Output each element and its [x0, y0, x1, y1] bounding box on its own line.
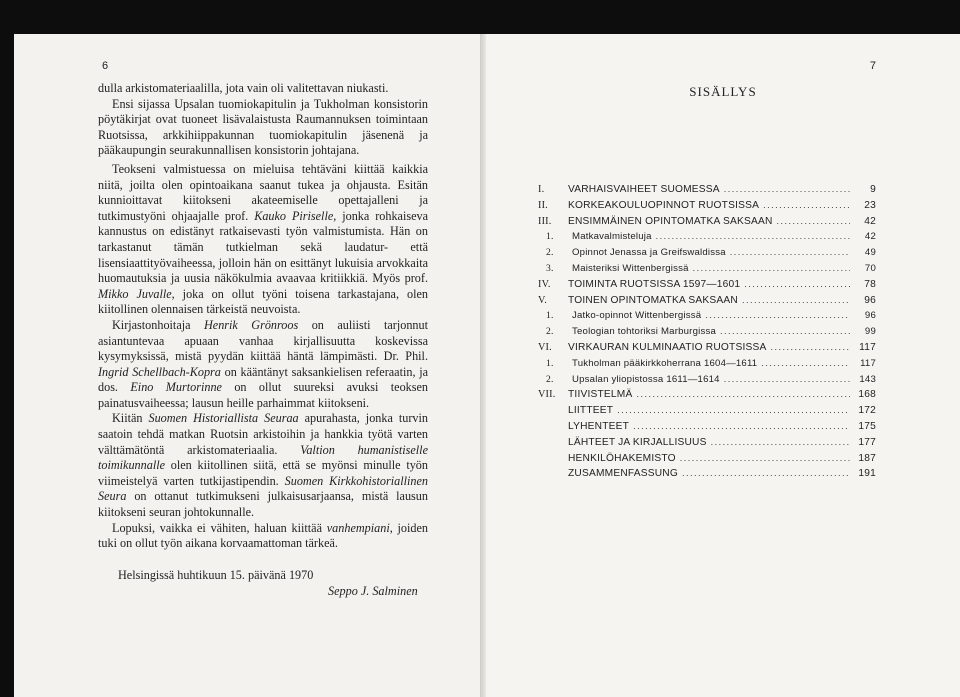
toc-entry [538, 184, 876, 200]
toc-entry-page: 96 [864, 294, 876, 306]
toc-entry-page: 42 [864, 215, 876, 227]
text-run: Teokseni valmistuessa on mieluisa tehtäväni kiittää kaikkia niitä, joilta olen opintoaikana saanut tukea ja ohjausta. Esitän kunnioittavat kiitokseni akateemiselle opettajalleni ja tutkimustyöni ohjaajalle prof. [98, 161, 428, 223]
toc-leader-dots [763, 200, 850, 210]
toc-leader-dots [777, 216, 850, 226]
toc-entry-page: 172 [858, 405, 876, 417]
toc-leader-dots [770, 342, 850, 352]
toc-entry-page: 117 [859, 341, 876, 353]
toc-entry-page: 42 [864, 231, 876, 243]
toc-leader-dots [711, 437, 850, 447]
toc-entry [538, 342, 876, 358]
text-run: Kirjastonhoitaja [112, 317, 204, 332]
toc-entry [538, 295, 876, 311]
preface-paragraph [98, 521, 428, 552]
toc-entry-label: HENKILÖHAKEMISTO [568, 452, 676, 464]
toc-entry-page: 175 [858, 420, 876, 432]
preface-body [98, 81, 428, 552]
toc-leader-dots [744, 279, 850, 289]
toc-entry-label: KORKEAKOULUOPINNOT RUOTSISSA [568, 199, 760, 211]
toc-entry-number: 1. [546, 310, 554, 322]
text-run: Kiitän [112, 411, 149, 426]
toc-entry-page: 78 [864, 278, 876, 290]
italic-name: Suomen Historiallista Seuraa [148, 411, 299, 426]
preface-paragraph [98, 411, 428, 520]
toc-entry-label: VARHAISVAIHEET SUOMESSA [568, 184, 720, 195]
italic-name: Eino Murtorinne [130, 380, 222, 395]
toc-entry-label: LÄHTEET JA KIRJALLISUUS [568, 436, 707, 448]
toc-entry-page: 177 [858, 436, 876, 448]
toc-entry-page: 96 [864, 310, 876, 322]
toc-entry-page: 187 [858, 452, 876, 464]
toc-leader-dots [682, 468, 850, 478]
toc-entry-page: 168 [858, 389, 876, 401]
text-run: olen kiitollinen siitä, että se myönsi minulle työn viimeistelyä varten tutkijastipendin. [98, 458, 428, 488]
toc-entry-label: Upsalan yliopistossa 1611—1614 [572, 373, 720, 385]
author-signature: Seppo J. Salminen [328, 584, 418, 598]
toc-entry-page: 99 [864, 326, 876, 338]
toc-subentry [538, 326, 876, 342]
toc-leader-dots [724, 184, 850, 194]
toc-entry-label: LYHENTEET [568, 420, 630, 432]
preface-paragraph [98, 318, 428, 412]
toc-entry-label: Opinnot Jenassa ja Greifswaldissa [572, 247, 726, 259]
italic-name: Valtion humanistiselle toimikunnalle [98, 442, 428, 473]
toc-entry-label: TOINEN OPINTOMATKA SAKSAAN [568, 294, 738, 306]
toc-entry-label: TIIVISTELMÄ [568, 389, 633, 401]
toc-entry-label: ENSIMMÄINEN OPINTOMATKA SAKSAAN [568, 215, 773, 227]
table-of-contents [538, 184, 876, 484]
toc-entry-page: 70 [864, 262, 876, 274]
toc-leader-dots [730, 247, 850, 257]
toc-entry-page: 49 [864, 247, 876, 259]
toc-entry [538, 200, 876, 216]
toc-entry-label: ZUSAMMENFASSUNG [568, 468, 678, 480]
text-run: on ollut suureksi avuksi teoksen painatusvaiheessa; lausun heille parhaimmat kiitokseni. [98, 380, 429, 410]
toc-leader-dots [636, 389, 850, 399]
toc-subentry [538, 263, 876, 279]
text-run: Lopuksi, vaikka ei vähiten, haluan kiittää [112, 520, 327, 535]
toc-entry [538, 468, 876, 484]
text-run: on kääntänyt saksankielisen referaatin, ja dos. [98, 364, 429, 395]
italic-name: Suomen Kirkkohistoriallinen Seura [98, 473, 428, 504]
toc-subentry [538, 247, 876, 263]
closing-line: Helsingissä huhtikuun 15. päivänä 1970 [118, 568, 314, 582]
toc-entry [538, 279, 876, 295]
toc-leader-dots [693, 263, 850, 273]
toc-entry-page: 191 [858, 468, 876, 480]
italic-name: Henrik Grönroos [203, 317, 299, 332]
preface-paragraph [98, 81, 428, 97]
toc-entry-number: 2. [546, 373, 554, 385]
text-run: joiden tuki on ollut työn aikana korvaamattoman tärkeä. [98, 520, 428, 551]
toc-entry-label: Jatko-opinnot Wittenbergissä [572, 310, 702, 322]
toc-leader-dots [617, 405, 850, 415]
italic-name: Ingrid Schellbach-Kopra [98, 364, 221, 379]
right-page [486, 34, 960, 697]
left-page [14, 34, 480, 697]
toc-leader-dots [633, 421, 850, 431]
toc-entry-number: III. [538, 215, 552, 227]
text-run: Ensi sijassa Upsalan tuomiokapitulin ja Tukholman konsistorin pöytäkirjat ovat tuoneet lisävalaistusta Raumannuksen toimintaan Ruotsissa, arkkihiippakunnan tuomiokapitulin jäsenenä ja pääkaupungin seurakunnallisen konsistorin johtajana. [98, 96, 428, 158]
toc-entry [538, 453, 876, 469]
toc-leader-dots [720, 326, 850, 336]
toc-leader-dots [705, 310, 850, 320]
toc-entry-number: 1. [546, 231, 554, 243]
text-run: joka on ollut työni toisena tarkastajana, olen kiitollinen olennaisen tärkeistä neuvoista. [98, 286, 428, 317]
italic-name: Kauko Piriselle, [254, 208, 337, 223]
toc-entry-number: I. [538, 184, 545, 195]
italic-name: Mikko Juvalle, [98, 286, 175, 301]
text-run: apurahasta, jonka turvin saatoin tehdä matkan Ruotsin arkistoihin ja hankkia työtä varten välttämätöntä arkistomateriaalia. [98, 411, 429, 457]
text-run: dulla arkistomateriaalilla, jota vain oli valitettavan niukasti. [98, 81, 389, 95]
toc-subentry [538, 231, 876, 247]
preface-paragraph [98, 97, 428, 159]
toc-entry-label: Matkavalmisteluja [572, 231, 652, 243]
toc-entry-number: VII. [538, 389, 556, 401]
toc-entry-label: Maisteriksi Wittenbergissä [572, 262, 689, 274]
toc-entry-number: IV. [538, 278, 551, 290]
toc-title: SISÄLLYS [689, 84, 757, 99]
left-page-number: 6 [102, 60, 109, 72]
toc-leader-dots [656, 231, 850, 241]
toc-entry-number: 2. [546, 326, 554, 338]
toc-entry [538, 437, 876, 453]
italic-name: vanhempiani, [326, 520, 393, 535]
toc-subentry [538, 374, 876, 390]
toc-entry-label: VIRKAURAN KULMINAATIO RUOTSISSA [568, 341, 767, 353]
text-run: on ottanut tutkimukseni julkaisusarjaansa, mistä lausun kiitokseni seuran johtokunnalle. [98, 489, 428, 520]
right-page-number: 7 [869, 60, 876, 72]
toc-entry-number: 2. [546, 247, 554, 259]
toc-entry-page: 9 [870, 184, 876, 195]
toc-leader-dots [742, 295, 850, 305]
toc-subentry [538, 358, 876, 374]
toc-entry-label: Teologian tohtoriksi Marburgissa [572, 326, 716, 338]
preface-paragraph [98, 162, 428, 318]
toc-entry [538, 216, 876, 232]
toc-leader-dots [680, 453, 850, 463]
toc-entry-number: 3. [546, 262, 554, 274]
toc-entry-label: LIITTEET [568, 405, 614, 417]
toc-entry-number: VI. [538, 341, 552, 353]
toc-entry-page: 117 [860, 357, 876, 369]
toc-subentry [538, 310, 876, 326]
toc-entry-number: V. [538, 294, 547, 306]
toc-entry [538, 405, 876, 421]
text-run: jonka rohkaiseva kannustus on edistänyt ratkaisevasti työn valmistumista. Hän on tarkastanut tämän tutkielman sekä laudatur- että lisensiaattityövaiheessa, jolloin hän on esittänyt lukuisia arvokkaita huomautuksia ja uusia näkökulmia avaavaa kritiikkiä. Myös prof. [98, 208, 429, 286]
toc-entry-number: II. [538, 199, 548, 211]
toc-leader-dots [761, 358, 850, 368]
toc-entry-page: 23 [864, 199, 876, 211]
toc-entry [538, 389, 876, 405]
text-run: on auliisti tarjonnut asiantuntevaa apuaan vanhaa kirjallisuutta koskevissa kysymyksissä, mistä pyydän kiittää häntä lämpimästi. Dr. Phil. [98, 317, 428, 364]
toc-entry-label: Tukholman pääkirkkoherrana 1604—1611 [572, 357, 758, 369]
toc-entry [538, 421, 876, 437]
toc-entry-label: TOIMINTA RUOTSISSA 1597—1601 [568, 278, 741, 290]
toc-entry-number: 1. [546, 357, 554, 369]
toc-entry-page: 143 [859, 373, 876, 385]
toc-leader-dots [724, 374, 850, 384]
